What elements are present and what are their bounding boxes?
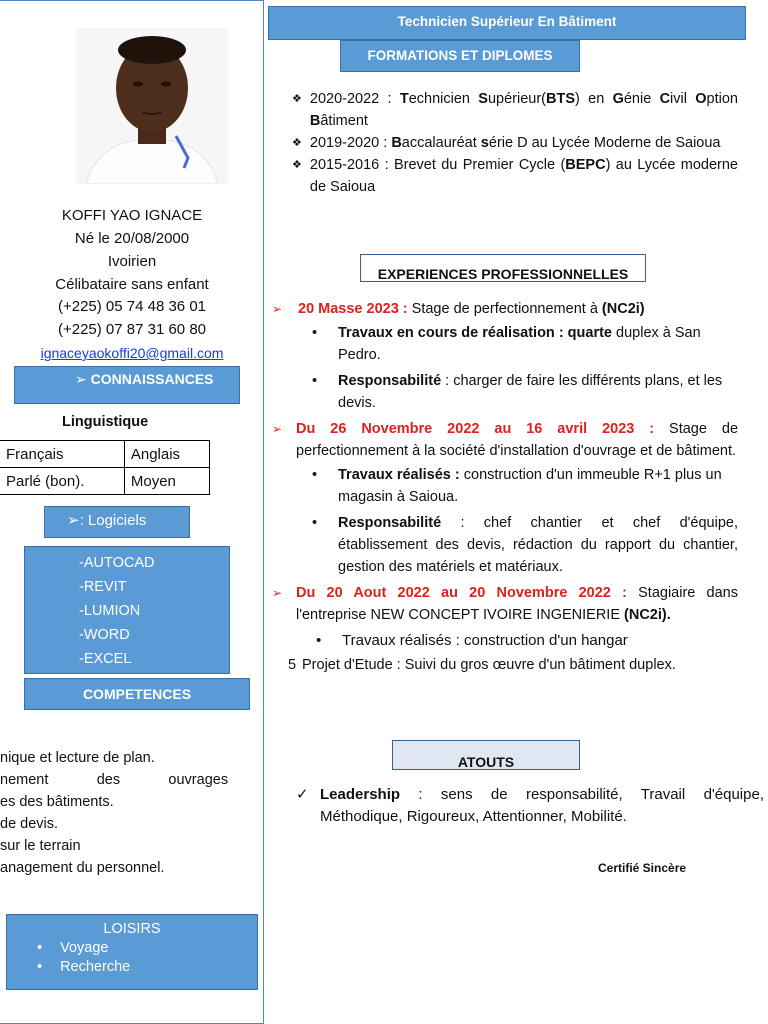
linguistique-title: Linguistique (62, 414, 149, 430)
diamond-bullet-icon: ❖ (292, 137, 302, 149)
software-item: -EXCEL (79, 651, 132, 667)
atouts-header: ATOUTS (392, 740, 580, 770)
nationality: Ivoirien (107, 253, 157, 270)
person-name: KOFFI YAO IGNACE (61, 207, 203, 224)
arrow-bullet-icon: ➢ (272, 422, 283, 436)
logiciels-box (24, 546, 230, 674)
lang-cell-anglais: Anglais (124, 441, 209, 468)
formations-header: FORMATIONS ET DIPLOMES (340, 40, 580, 72)
experience-detail: • Travaux en cours de réalisation : quarte duplex à San Pedro. (312, 325, 701, 363)
experience-item: ➢ Du 26 Novembre 2022 au 16 avril 2023 : Stage de perfectionnement à la société d'installation d'ouvrage et de bâtiment. (272, 418, 738, 462)
formation-item: ❖ 2015-2016 : Brevet du Premier Cycle (BEPC) au Lycée moderne de Saioua (292, 154, 738, 198)
formations-list (292, 88, 738, 198)
experience-item: ➢ Du 20 Aout 2022 au 20 Novembre 2022 : Stagiaire dans l'entreprise NEW CONCEPT IVOIRE INGENIERIE (NC2i). (272, 582, 738, 626)
phone-2: (+225) 07 87 31 60 80 (57, 321, 207, 338)
competence-item: sur le terrain (0, 838, 81, 854)
birth-date: Né le 20/08/2000 (74, 230, 190, 247)
phone-1: (+225) 05 74 48 36 01 (57, 298, 207, 315)
competence-item: es des bâtiments. (0, 794, 114, 810)
software-item: -AUTOCAD (79, 555, 155, 571)
marital-status: Célibataire sans enfant (55, 276, 209, 293)
competences-header: COMPETENCES (24, 678, 250, 710)
formation-text: Technicien Supérieur(BTS) en Génie Civil Option Bâtiment (309, 91, 738, 129)
experiences-list (272, 298, 738, 676)
loisirs-box (6, 914, 258, 990)
competence-item: nique et lecture de plan. (0, 750, 155, 766)
formation-item: ❖ 2019-2020 : Baccalauréat série D au Lycée Moderne de Saioua (292, 132, 738, 154)
profile-photo (76, 28, 228, 184)
checkmark-icon: ✓ (296, 786, 309, 803)
arrow-bullet-icon: ➢ (272, 586, 283, 600)
loisir-item: • Recherche (37, 959, 131, 975)
email-link[interactable]: ignaceyaokoffi20@gmail.com (40, 345, 224, 361)
connaissances-header: ➢ CONNAISSANCES (14, 366, 240, 404)
software-item: -LUMION (79, 603, 141, 619)
experience-detail: • Responsabilité : charger de faire les différents plans, et les devis. (312, 373, 723, 411)
formation-text: Brevet du Premier Cycle (BEPC) au Lycée moderne de Saioua (309, 157, 738, 195)
formation-item: ❖ 2020-2022 : Technicien Supérieur(BTS) en Génie Civil Option Bâtiment (292, 88, 738, 132)
competence-item: nement des ouvrages (0, 772, 229, 788)
competence-item: anagement du personnel. (0, 860, 165, 876)
experience-detail: • Responsabilité : chef chantier et chef d'équipe, établissement des devis, rédaction du rapport du chantier, gestion des matériels et matériaux. (312, 515, 738, 575)
experience-detail: • Travaux réalisés : construction d'un immeuble R+1 plus un magasin à Saioua. (312, 467, 722, 505)
language-table (0, 440, 210, 495)
software-item: -WORD (79, 627, 130, 643)
arrow-bullet-icon: ➢ (272, 302, 283, 316)
loisirs-title: LOISIRS (103, 921, 161, 937)
atouts-item: ✓ Leadership : sens de responsabilité, Travail d'équipe, Méthodique, Rigoureux, Attentionner, Mobilité. (296, 784, 764, 828)
lang-cell-francais-level: Parlé (bon). (0, 468, 124, 495)
diamond-bullet-icon: ❖ (292, 159, 302, 171)
lang-cell-anglais-level: Moyen (124, 468, 209, 495)
experience-detail: • Travaux réalisés : construction d'un hangar (316, 632, 628, 649)
experience-detail: 5 Projet d'Etude : Suivi du gros œuvre d'un bâtiment duplex. (288, 657, 676, 673)
lang-cell-francais: Français (0, 441, 124, 468)
competence-item: de devis. (0, 816, 59, 832)
experience-item: ➢ 20 Masse 2023 : Stage de perfectionnement à (NC2i) (272, 298, 738, 320)
signature-text: Certifié Sincère (598, 861, 687, 875)
logiciels-header: ➢: Logiciels (44, 506, 190, 538)
diamond-bullet-icon: ❖ (292, 93, 302, 105)
software-item: -REVIT (79, 579, 127, 595)
loisir-item: • Voyage (37, 940, 109, 956)
experiences-header: EXPERIENCES PROFESSIONNELLES (360, 254, 646, 282)
job-title-banner: Technicien Supérieur En Bâtiment (268, 6, 746, 40)
formation-text: Baccalauréat série D au Lycée Moderne de Saioua (391, 135, 721, 151)
